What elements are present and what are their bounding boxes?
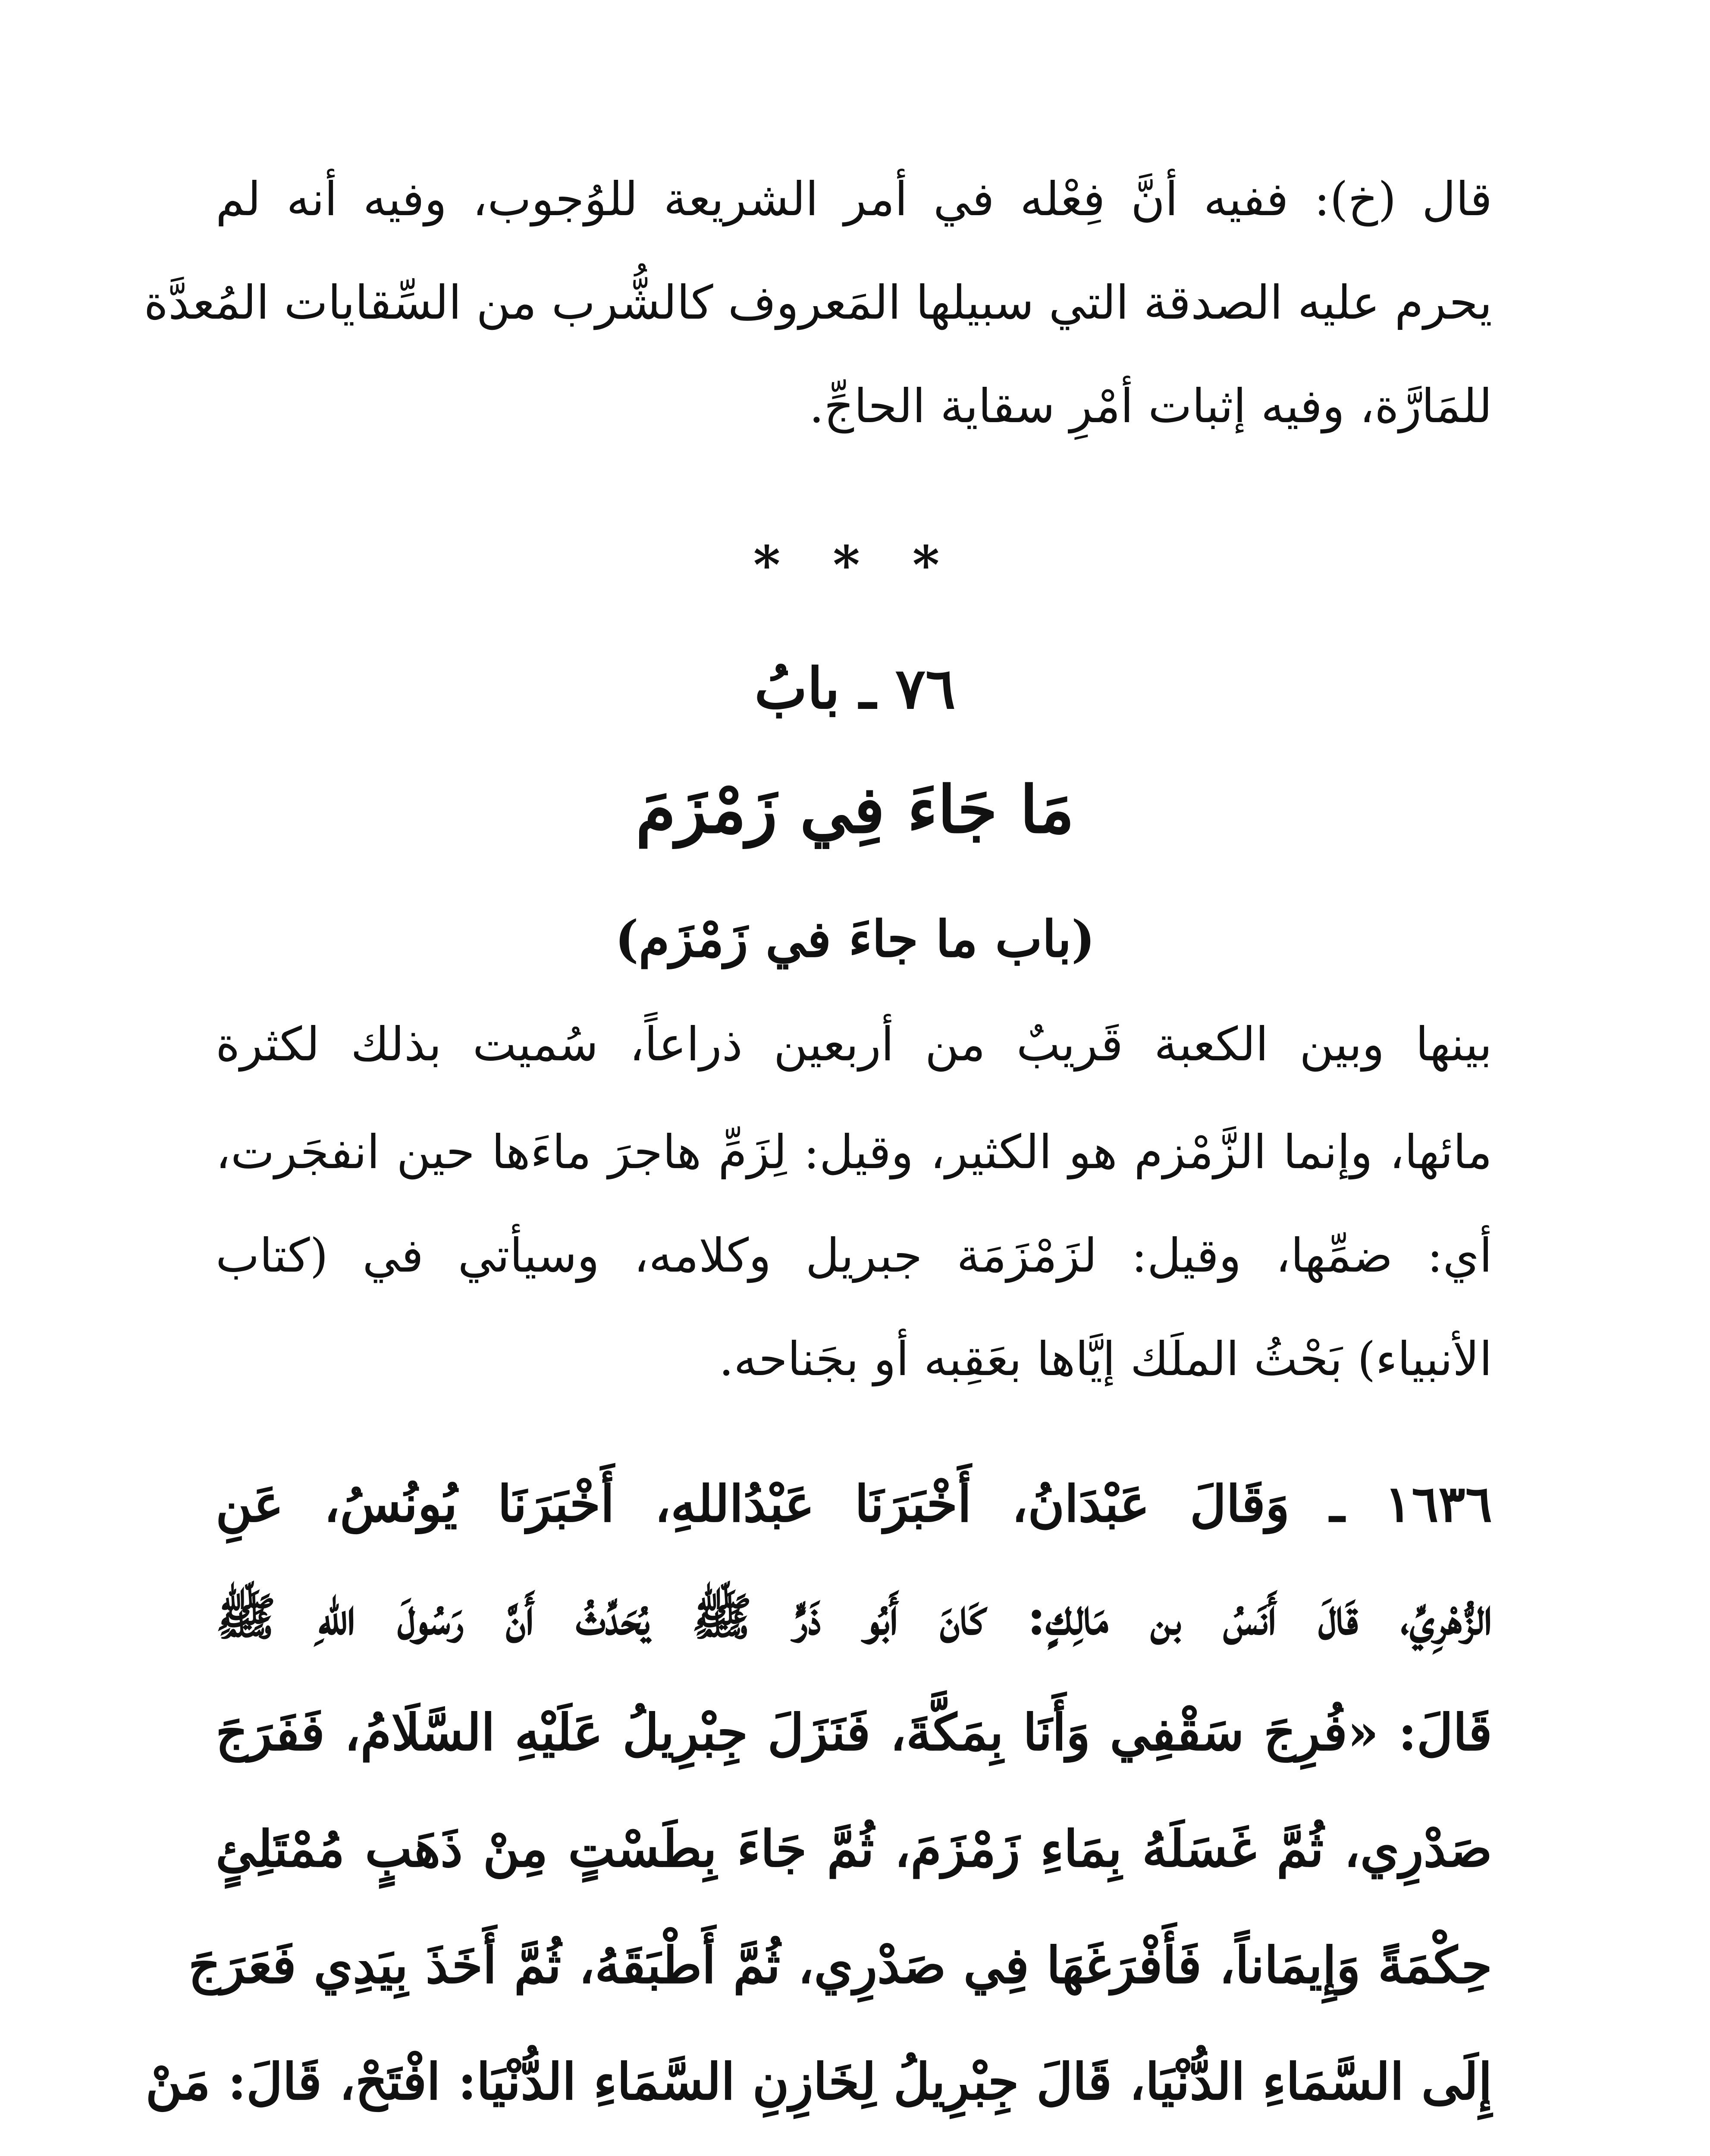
commentary-line: يحرم عليه الصدقة التي سبيلها المَعروف كالشُّرب من السِّقايات المُعدَّة <box>144 276 1492 330</box>
commentary-line: للمَارَّة، وفيه إثبات أمْرِ سقاية الحاجِّ. <box>809 379 1492 433</box>
hadith-line: الزُّهْرِيِّ، قَالَ أَنَسُ بن مَالِكٍ: كَانَ أَبُو ذَرٍّ ﷺ يُحَدِّثُ أَنَّ رَسُولَ اللهِ ﷺ <box>216 1588 1492 1646</box>
chapter-number: ٧٦ ـ بابُ <box>754 655 956 721</box>
hadith-line: قَالَ: «فُرِجَ سَقْفِي وَأَنَا بِمَكَّةَ، فَنَزَلَ جِبْرِيلُ عَلَيْهِ السَّلَامُ، فَفَرَجَ <box>216 1703 1492 1762</box>
commentary-line: الأنبياء) بَحْثُ الملَك إيَّاها بعَقِبه أو بجَناحه. <box>719 1332 1492 1386</box>
hadith-line: إِلَى السَّمَاءِ الدُّنْيَا، قَالَ جِبْرِيلُ لِخَازِنِ السَّمَاءِ الدُّنْيَا: افْتَحْ، قَالَ: مَنْ <box>145 2053 1492 2111</box>
commentary-line: أي: ضمِّها، وقيل: لزَمْزَمَة جبريل وكلامه، وسيأتي في (كتاب <box>216 1229 1492 1283</box>
hadith-line: صَدْرِي، ثُمَّ غَسَلَهُ بِمَاءِ زَمْزَمَ، ثُمَّ جَاءَ بِطَسْتٍ مِنْ ذَهَبٍ مُمْتَلِئٍ <box>216 1820 1492 1878</box>
sub-heading: (باب ما جاءَ في زَمْزَم) <box>615 910 1095 968</box>
commentary-line: بينها وبين الكعبة قَريبٌ من أربعين ذراعاً، سُميت بذلك لكثرة <box>216 1018 1492 1072</box>
hadith-line: حِكْمَةً وَإِيمَاناً، فَأَفْرَغَهَا فِي صَدْرِي، ثُمَّ أَطْبَقَهُ، ثُمَّ أَخَذَ بِيَدِي فَعَرَجَ <box>188 1936 1492 1995</box>
hadith-line: ١٦٣٦ ـ وَقَالَ عَبْدَانُ، أَخْبَرَنَا عَبْدُاللهِ، أَخْبَرَنَا يُونُسُ، عَنِ <box>216 1475 1492 1533</box>
commentary-line: مائها، وإنما الزَّمْزم هو الكثير، وقيل: لِزَمِّ هاجرَ ماءَها حين انفجَرت، <box>216 1125 1492 1179</box>
commentary-line: قال (خ): ففيه أنَّ فِعْله في أمر الشريعة للوُجوب، وفيه أنه لم <box>216 172 1492 226</box>
chapter-title: مَا جَاءَ فِي زَمْزَمَ <box>636 772 1074 848</box>
section-separator: * * * <box>753 535 957 595</box>
